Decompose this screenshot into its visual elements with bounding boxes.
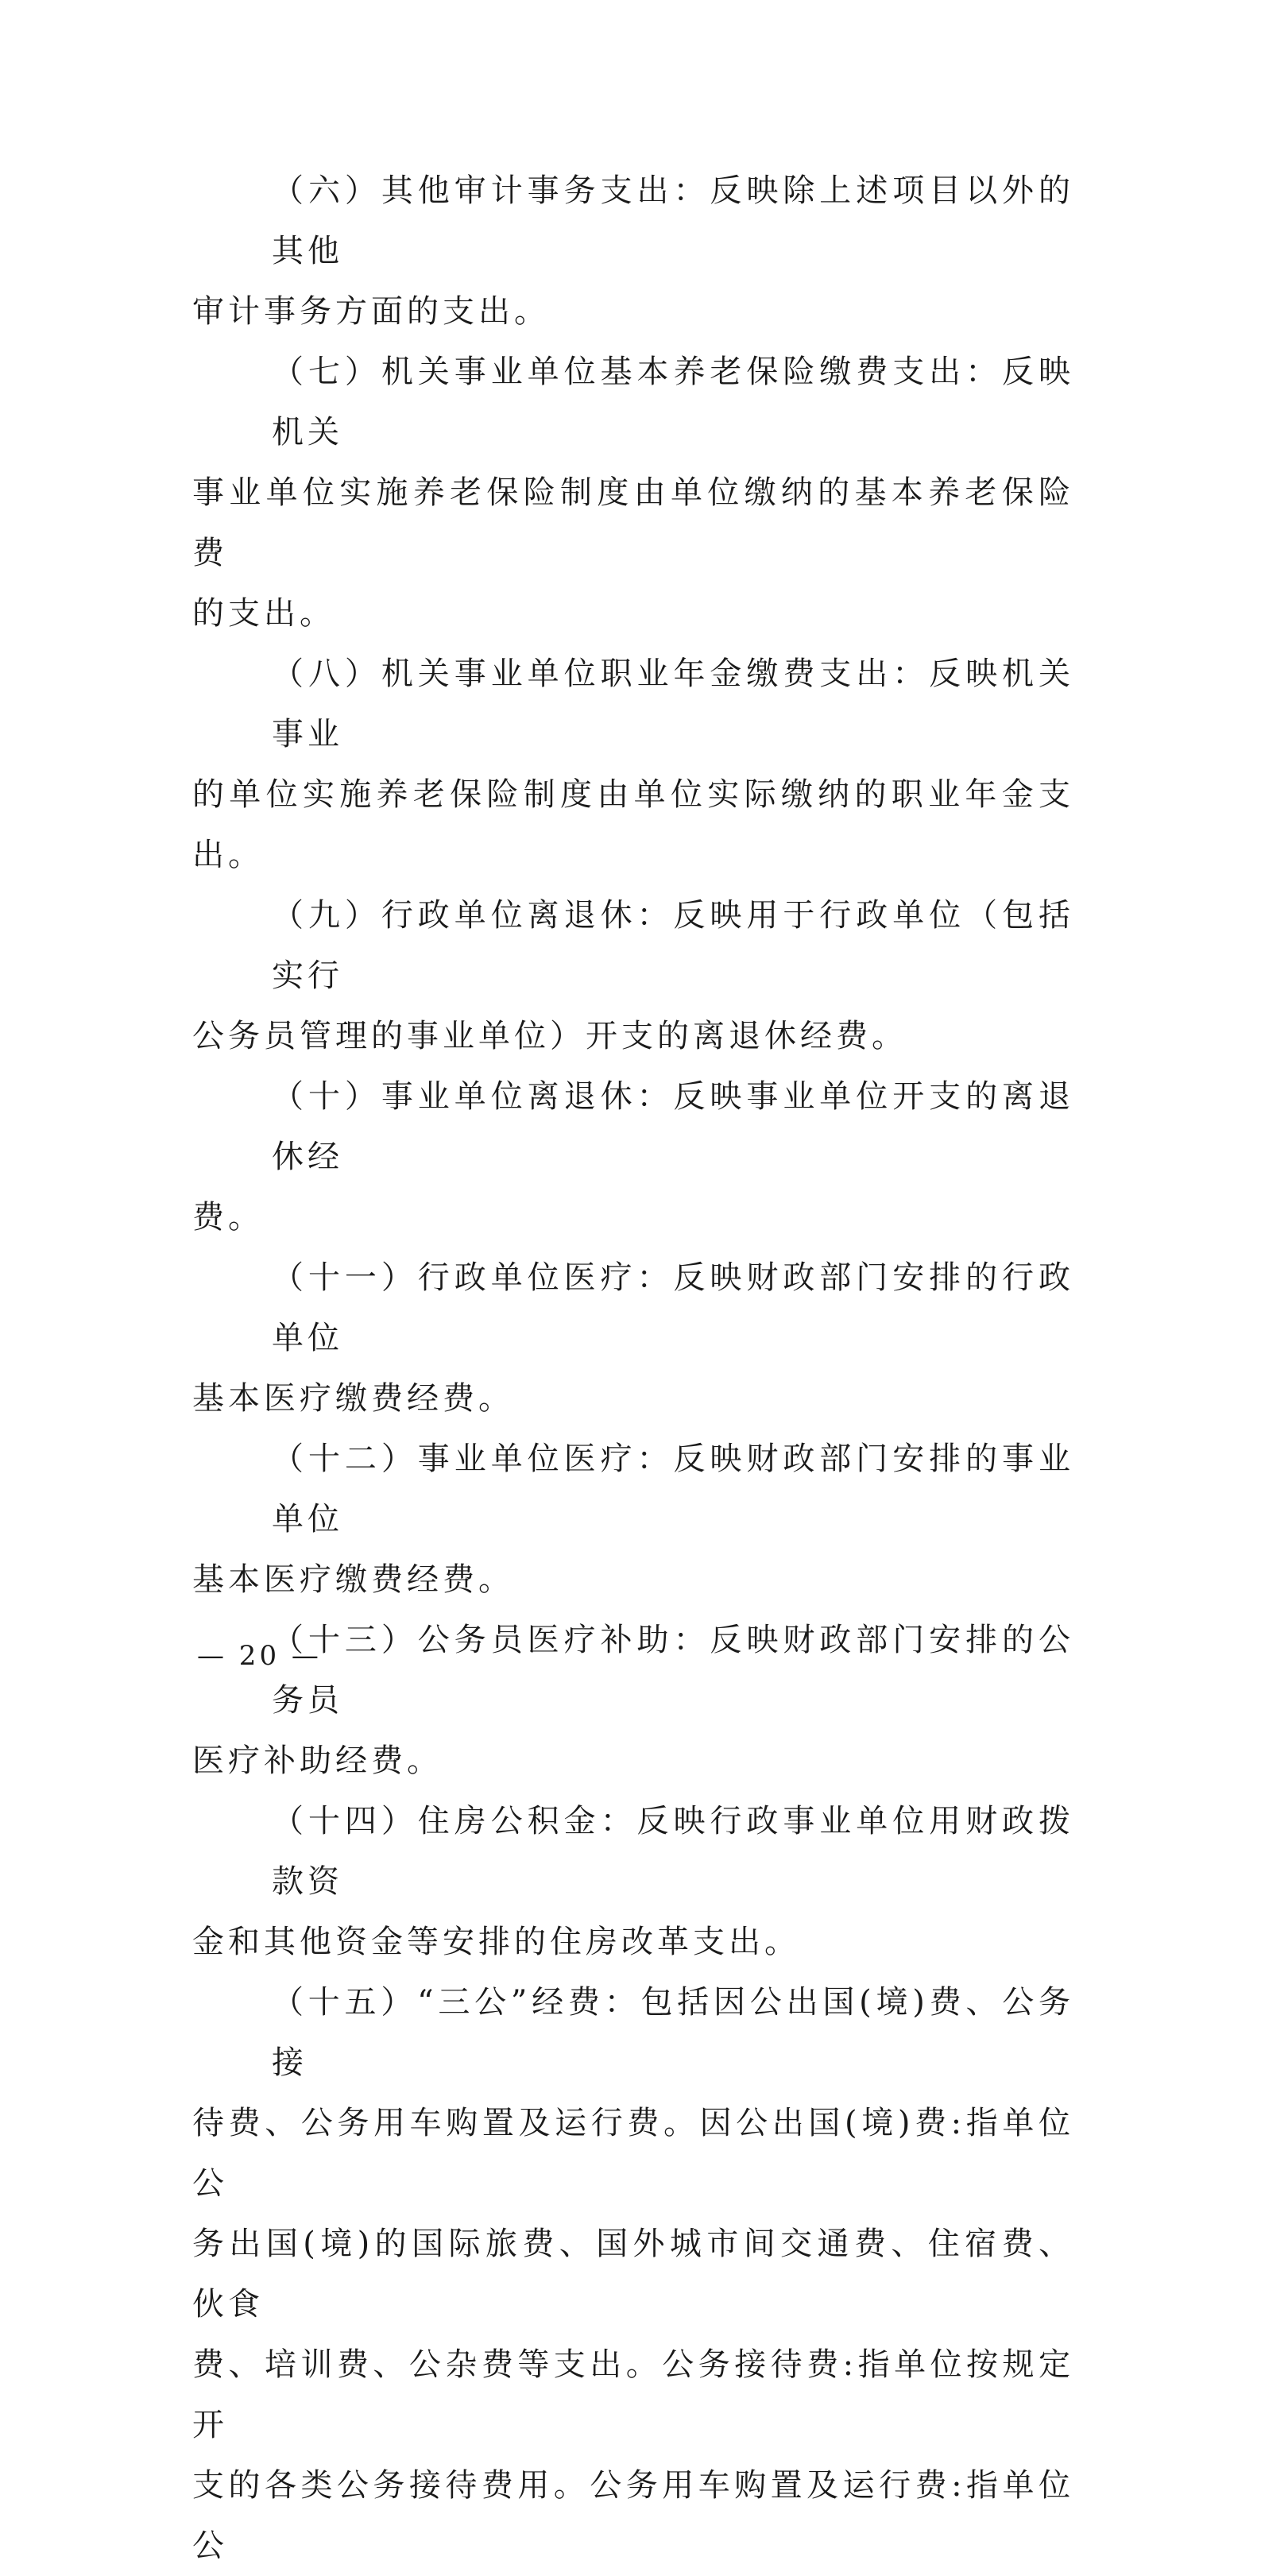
text-line: 费。 [192, 1199, 264, 1236]
paragraph [192, 885, 1074, 1066]
page-number: — 20 — [197, 1640, 322, 1672]
text-line: 事业单位实施养老保险制度由单位缴纳的基本养老保险费 [192, 474, 1074, 571]
text-line: 费、培训费、公杂费等支出。公务接待费:指单位按规定开 [192, 2346, 1074, 2443]
paragraph [192, 161, 1074, 342]
paragraph [192, 644, 1074, 885]
text-line: （八）机关事业单位职业年金缴费支出：反映机关事业 [272, 656, 1074, 752]
text-line: 审计事务方面的支出。 [192, 293, 550, 330]
paragraph [192, 1247, 1074, 1429]
text-line: （十五）“三公”经费：包括因公出国(境)费、公务接 [272, 1984, 1074, 2081]
paragraph [192, 1791, 1074, 1972]
text-line: 的支出。 [192, 595, 335, 632]
paragraph [192, 1610, 1074, 1791]
text-line: 支的各类公务接待费用。公务用车购置及运行费:指单位公 [192, 2467, 1074, 2564]
text-line: （六）其他审计事务支出：反映除上述项目以外的其他 [272, 172, 1074, 269]
text-line: （七）机关事业单位基本养老保险缴费支出：反映机关 [272, 354, 1074, 451]
text-line: 待费、公务用车购置及运行费。因公出国(境)费:指单位公 [192, 2105, 1074, 2202]
paragraph [192, 1972, 1074, 2576]
text-line: 的单位实施养老保险制度由单位实际缴纳的职业年金支出。 [192, 776, 1074, 873]
paragraph [192, 1429, 1074, 1610]
text-line: 基本医疗缴费经费。 [192, 1561, 514, 1598]
text-line: 医疗补助经费。 [192, 1742, 443, 1779]
text-line: （十四）住房公积金：反映行政事业单位用财政拨款资 [272, 1803, 1074, 1900]
paragraph [192, 1066, 1074, 1247]
text-line: （十一）行政单位医疗：反映财政部门安排的行政单位 [272, 1259, 1074, 1356]
paragraph [192, 342, 1074, 644]
body-text [192, 161, 1074, 2576]
text-line: （十）事业单位离退休：反映事业单位开支的离退休经 [272, 1078, 1074, 1175]
text-line: 金和其他资金等安排的住房改革支出。 [192, 1924, 800, 1960]
text-line: （十三）公务员医疗补助：反映财政部门安排的公务员 [272, 1622, 1074, 1719]
text-line: （九）行政单位离退休：反映用于行政单位（包括实行 [272, 897, 1074, 994]
text-line: 务出国(境)的国际旅费、国外城市间交通费、住宿费、伙食 [192, 2226, 1074, 2323]
text-line: 基本医疗缴费经费。 [192, 1380, 514, 1417]
text-line: 公务员管理的事业单位）开支的离退休经费。 [192, 1018, 907, 1054]
text-line: （十二）事业单位医疗：反映财政部门安排的事业单位 [272, 1441, 1074, 1537]
